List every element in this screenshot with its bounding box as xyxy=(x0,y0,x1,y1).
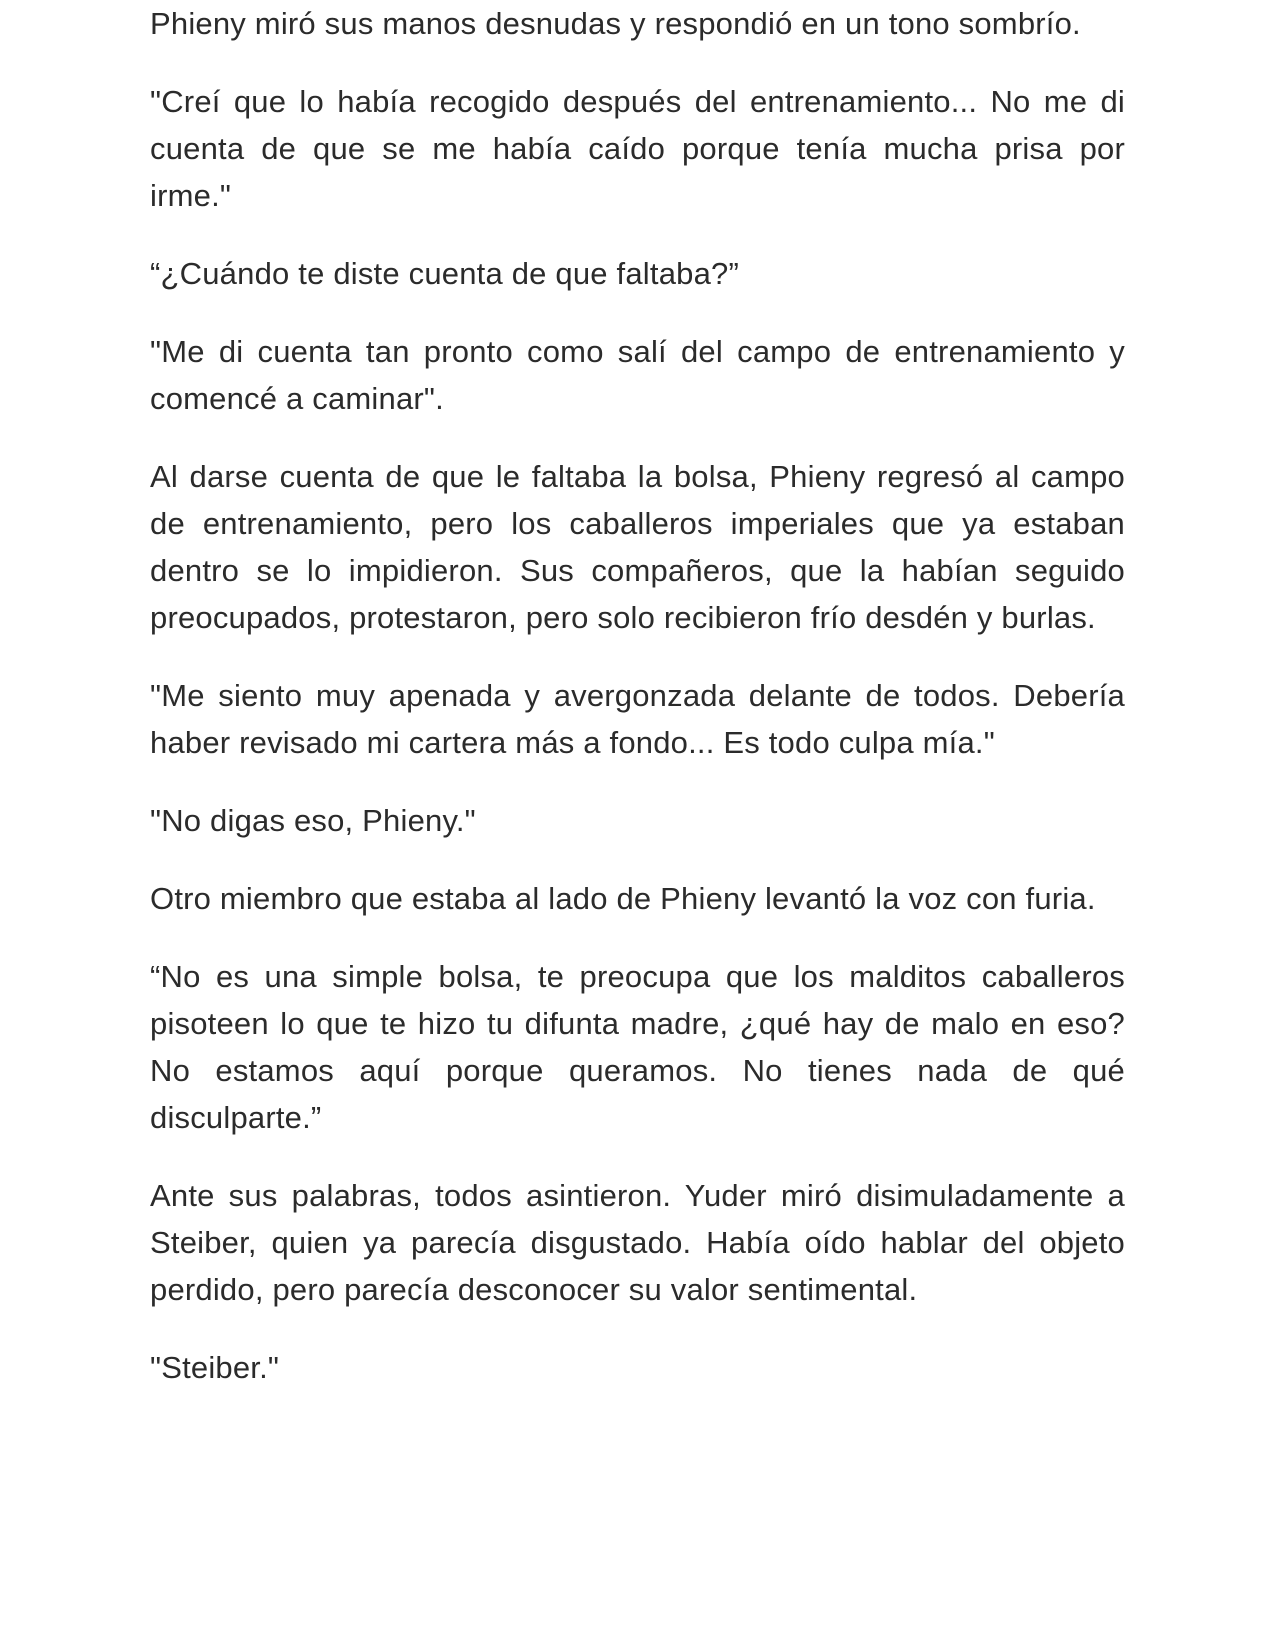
paragraph-4: "Me di cuenta tan pronto como salí del campo de entrenamiento y comencé a caminar". xyxy=(150,334,1125,416)
paragraph-3: “¿Cuándo te diste cuenta de que faltaba?” xyxy=(150,256,739,291)
paragraph-9: “No es una simple bolsa, te preocupa que los malditos caballeros pisoteen lo que te hizo tu difunta madre, ¿qué hay de malo en eso? No estamos aquí porque queramos. No tienes nada de qué disculparte.” xyxy=(150,959,1125,1135)
paragraph-5: Al darse cuenta de que le faltaba la bolsa, Phieny regresó al campo de entrenamiento, pero los caballeros imperiales que ya estaban dentro se lo impidieron. Sus compañeros, que la habían seguido preocupados, protestaron, pero solo recibieron frío desdén y burlas. xyxy=(150,459,1125,635)
paragraph-10: Ante sus palabras, todos asintieron. Yuder miró disimuladamente a Steiber, quien ya parecía disgustado. Había oído hablar del objeto perdido, pero parecía desconocer su valor sentimental. xyxy=(150,1178,1125,1307)
paragraph-7: "No digas eso, Phieny." xyxy=(150,803,476,838)
paragraph-8: Otro miembro que estaba al lado de Phieny levantó la voz con furia. xyxy=(150,881,1096,916)
paragraph-6: "Me siento muy apenada y avergonzada delante de todos. Debería haber revisado mi cartera más a fondo... Es todo culpa mía." xyxy=(150,678,1125,760)
paragraph-2: "Creí que lo había recogido después del entrenamiento... No me di cuenta de que se me había caído porque tenía mucha prisa por irme." xyxy=(150,84,1125,213)
paragraph-1: Phieny miró sus manos desnudas y respondió en un tono sombrío. xyxy=(150,6,1081,41)
paragraph-11: "Steiber." xyxy=(150,1350,280,1385)
document-page xyxy=(150,0,1125,1422)
